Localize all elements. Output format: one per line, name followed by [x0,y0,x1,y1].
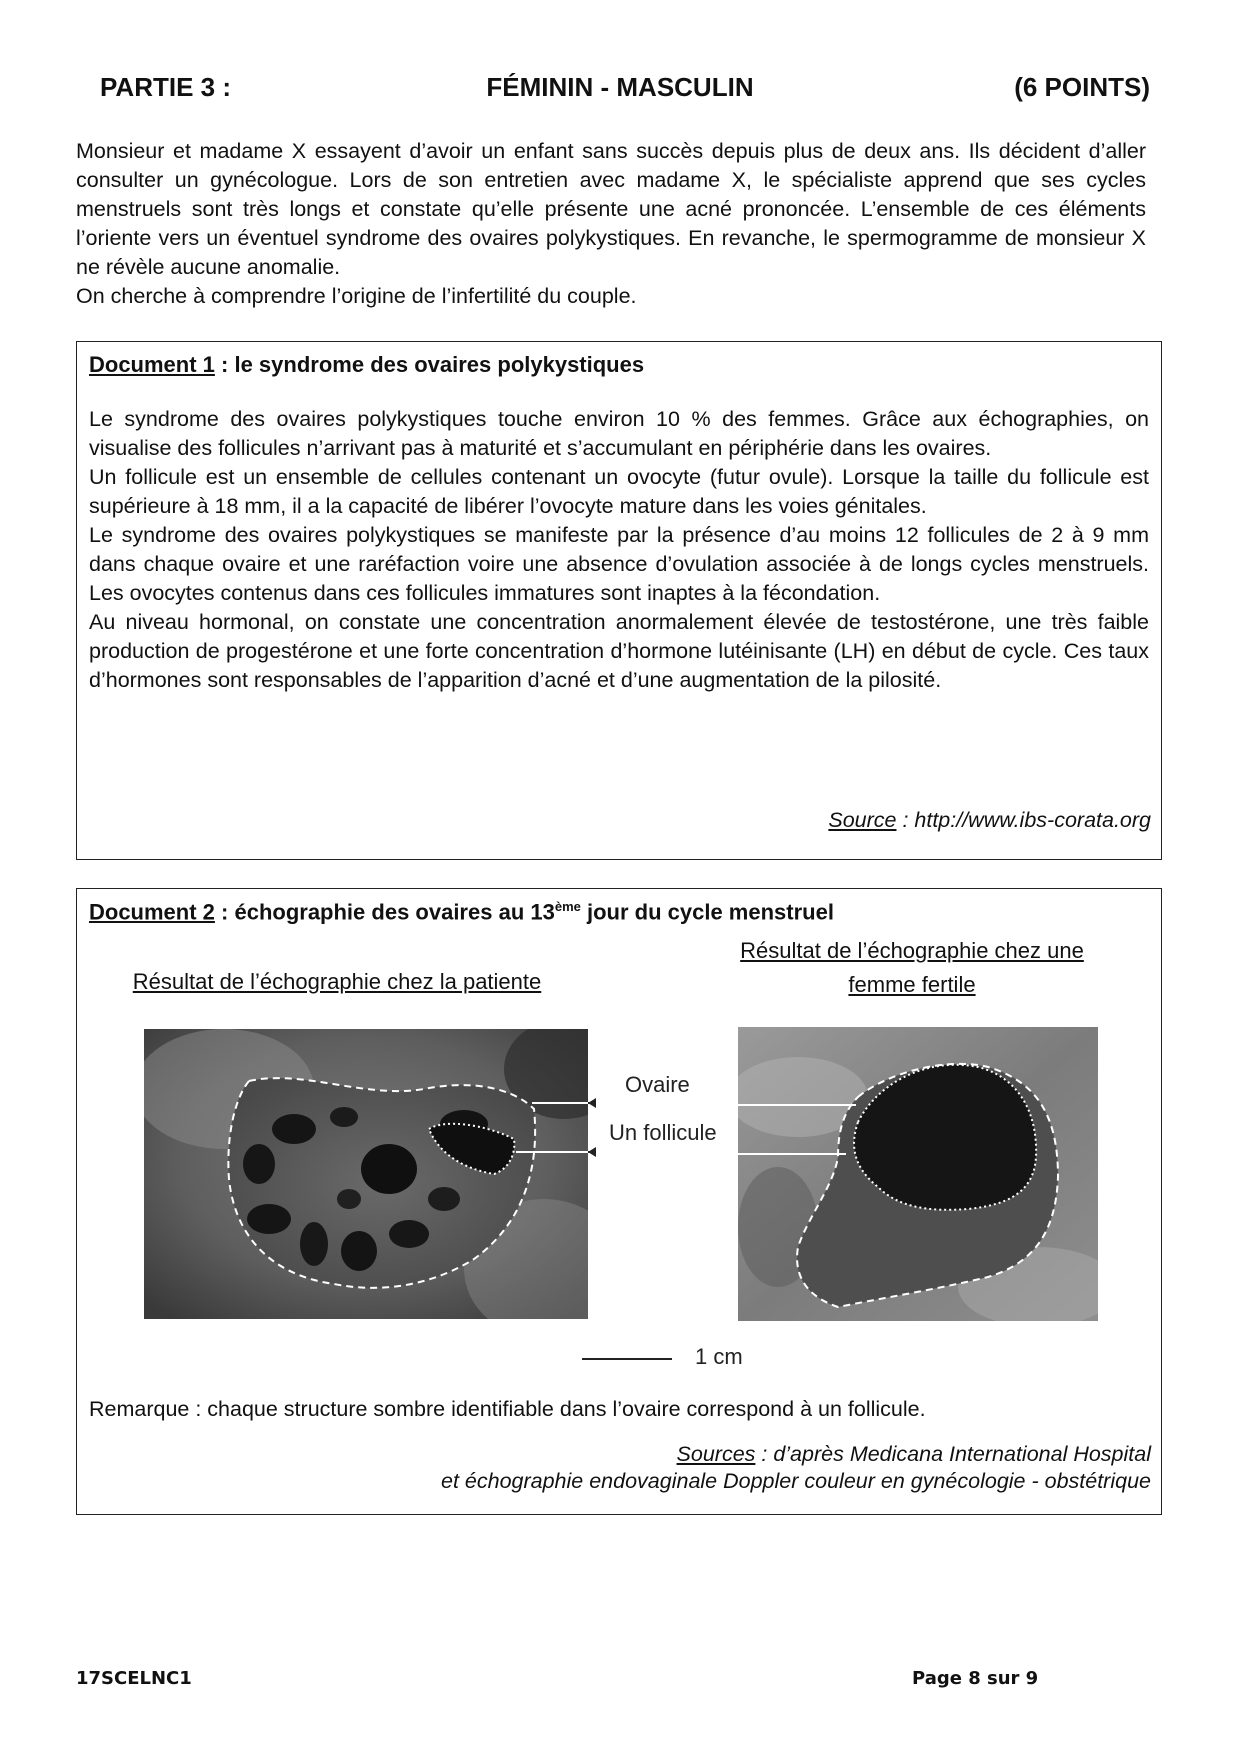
document-2-heading-a: : échographie des ovaires au 13 [214,899,555,925]
doc1-paragraph-4: Au niveau hormonal, on constate une concentration anormalement élevée de testostérone, une très faible production de progestérone et une forte concentration d’hormone lutéinisante (LH) en début de cycle. Ces taux d’hormones sont responsables de l’apparition d’acné et d’une augmentation de la pilosité. [89,610,1149,692]
document-1-heading: : le syndrome des ovaires polykystiques [214,352,645,377]
doc1-paragraph-2: Un follicule est un ensemble de cellules contenant un ovocyte (futur ovule). Lorsque la taille du follicule est supérieure à 18 mm, il a la capacité de libérer l’ovocyte mature dans les voies génitales. [89,465,1149,518]
document-1-label: Document 1 [89,352,215,377]
intro-text [76,137,1146,311]
sources-line-1: : d’après Medicana International Hospital [755,1442,1151,1466]
document-2-title [89,899,834,925]
scale-bar [582,1358,672,1360]
sources-label: Sources [676,1442,756,1466]
document-2-sources [677,1442,1151,1467]
document-2-heading-sup: ème [554,899,581,914]
ultrasound-patient-image [144,1029,588,1319]
document-1-title [89,352,644,378]
source-label: Source [828,808,897,832]
label-ovaire: Ovaire [625,1072,690,1097]
doc1-paragraph-3: Le syndrome des ovaires polykystiques se manifeste par la présence d’au moins 12 follicules de 2 à 9 mm dans chaque ovaire et une raréfaction voire une absence d’ovulation associée à de longs cycles menstruels. Les ovocytes contenus dans ces follicules immatures sont inaptes à la fécondation. [89,523,1149,605]
source-url: : http://www.ibs-corata.org [896,808,1151,832]
ultrasound-fertile-image [738,1027,1098,1321]
footer-code: 17SCELNC1 [76,1668,192,1689]
caption-fertile: Résultat de l’échographie chez une femme fertile [740,938,1084,997]
caption-patient: Résultat de l’échographie chez la patiente [132,969,542,994]
ultrasound-fertile-svg [738,1027,1098,1321]
document-1-source [828,808,1151,833]
ultrasound-patient-svg [144,1029,588,1319]
part-number: PARTIE 3 : [100,72,231,102]
intro-paragraph: Monsieur et madame X essayent d’avoir un enfant sans succès depuis plus de deux ans. Ils décident d’aller consulter un gynécologue. Lors de son entretien avec madame X, le spécialiste apprend que ses cycles menstruels sont très longs et constate qu’elle présente une acné prononcée. L’ensemble de ces éléments l’oriente vers un éventuel syndrome des ovaires polykystiques. En revanche, le spermogramme de monsieur X ne révèle aucune anomalie. [76,139,1146,279]
part-points: (6 POINTS) [1014,72,1150,102]
doc1-paragraph-1: Le syndrome des ovaires polykystiques touche environ 10 % des femmes. Grâce aux échographies, on visualise des follicules n’arrivant pas à maturité et s’accumulant en périphérie dans les ovaires. [89,407,1149,460]
document-2-label: Document 2 [89,899,215,925]
document-2-heading-b: jour du cycle menstruel [580,899,834,925]
document-2-sources-line-2: et échographie endovaginale Doppler couleur en gynécologie - obstétrique [441,1469,1151,1493]
part-title: FÉMININ - MASCULIN [486,72,754,102]
label-follicule: Un follicule [609,1120,717,1145]
intro-question: On cherche à comprendre l’origine de l’infertilité du couple. [76,284,637,308]
document-1-box [76,341,1162,860]
footer-page-number: Page 8 sur 9 [912,1668,1039,1689]
scale-label: 1 cm [695,1344,743,1369]
document-1-body [89,405,1149,695]
document-2-remark: Remarque : chaque structure sombre identifiable dans l’ovaire correspond à un follicule. [89,1397,926,1421]
document-2-box [76,888,1162,1515]
